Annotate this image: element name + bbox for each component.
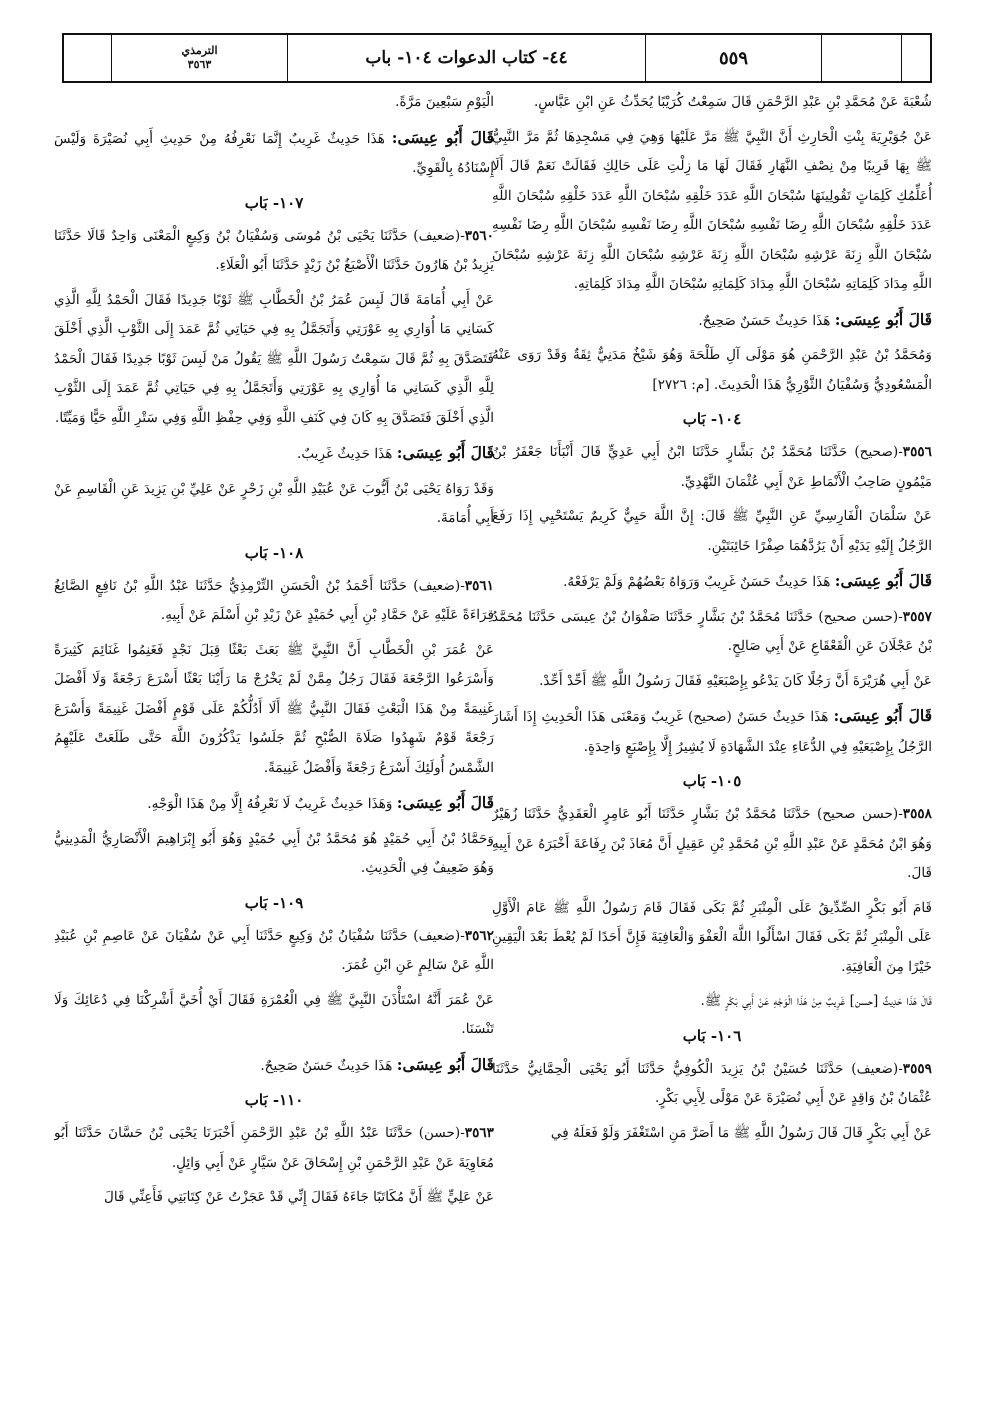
chapter-heading: ١٠٨- بَاب [244, 543, 304, 562]
hadith-isnad: ٣٥٦٣-(حسن) حَدَّثَنَا عَبْدُ اللَّهِ بْنُ عَبْدِ الرَّحْمَنِ أَخْبَرَنَا يَحْيَى بْنُ حَسَّانَ حَدَّثَنَا أَبُو مُعَاوِيَةَ عَنْ عَبْدِ الرَّحْمَنِ بْنِ إِسْحَاقَ عَنْ سَيَّارٍ عَنْ أَبِي وَائِلٍ. [54, 1125, 494, 1171]
hadith-grade: (صحيح) [854, 444, 899, 460]
hadith-number: ٣٥٥٨ [902, 806, 932, 822]
commentary-paragraph [54, 1050, 494, 1082]
text-paragraph: عَنْ عُمَرَ بْنِ الْخَطَّابِ أَنَّ النَّبِيَّ ﷺ بَعَثَ بَعْثًا قِبَلَ نَجْدٍ فَغَنِمُوا غَنَائِمَ كَثِيرَةً وَأَسْرَعُوا الرَّجْعَةَ فَقَالَ رَجُلٌ مِمَّنْ لَمْ يَخْرُجْ مَا رَأَيْنَا بَعْثًا أَسْرَعَ رَجْعَةً وَلَا أَفْضَلَ غَنِيمَةً مِنْ هَذَا الْبَعْثِ فَقَالَ النَّبِيُّ ﷺ أَلَا أَدُلُّكُمْ عَلَى قَوْمٍ أَفْضَلَ غَنِيمَةً وَأَسْرَعَ رَجْعَةً قَوْمٌ شَهِدُوا صَلَاةَ الصُّبْحِ ثُمَّ جَلَسُوا يَذْكُرُونَ اللَّهَ حَتَّى طَلَعَتْ عَلَيْهِمُ الشَّمْسُ أُولَئِكَ أَسْرَعُ رَجْعَةً وَأَفْضَلُ غَنِيمَةً. [54, 641, 494, 776]
commentary-paragraph [492, 305, 932, 337]
hadith-chain-text: حَدَّثَنَا عَبْدُ اللَّهِ بْنُ عَبْدِ الرَّحْمَنِ أَخْبَرَنَا يَحْيَى بْنُ حَسَّانَ حَدَّثَنَا أَبُو مُعَاوِيَةَ عَنْ عَبْدِ الرَّحْمَنِ بْنِ إِسْحَاقَ عَنْ سَيَّارٍ عَنْ أَبِي وَائِلٍ. [54, 1125, 494, 1171]
page-header [62, 33, 932, 83]
hadith-grade: (ضعيف) [851, 1060, 899, 1077]
chapter-heading: ١٠٧- بَاب [244, 193, 304, 212]
hadith-chain-text: حَدَّثَنَا أَحْمَدُ بْنُ الْحَسَنِ التِّرْمِذِيُّ حَدَّثَنَا عَبْدُ اللَّهِ بْنُ نَافِعٍ الصَّائِغُ قِرَاءَةً عَلَيْهِ عَنْ حَمَّادِ بْنِ أَبِي حُمَيْدٍ عَنْ زَيْدِ بْنِ أَسْلَمَ عَنْ أَبِيهِ. [54, 577, 494, 623]
commentary-paragraph [54, 438, 494, 470]
text-paragraph: وَمُحَمَّدُ بْنُ عَبْدِ الرَّحْمَنِ هُوَ مَوْلَى آلِ طَلْحَةَ وَهُوَ شَيْخٌ مَدَنِيٌّ ثِقَةٌ وَقَدْ رَوَى عَنْهُ الْمَسْعُودِيُّ وَسُفْيَانُ الثَّوْرِيُّ هَذَا الْحَدِيثَ. [م: ٢٧٢٦] [492, 347, 932, 393]
hadith-chain-text: حَدَّثَنَا مُحَمَّدُ بْنُ بَشَّارٍ حَدَّثَنَا صَفْوَانُ بْنُ عِيسَى حَدَّثَنَا مُحَمَّدُ بْنُ عَجْلَانَ عَنِ الْقَعْقَاعِ عَنْ أَبِي صَالِحٍ. [492, 608, 932, 654]
text-paragraph: عَنْ أَبِي هُرَيْرَةَ أَنَّ رَجُلًا كَانَ يَدْعُو بِإِصْبَعَيْهِ فَقَالَ رَسُولُ اللَّهِ ﷺ أَحِّدْ أَحِّدْ. [539, 672, 932, 689]
text-paragraph: قَامَ أَبُو بَكْرٍ الصِّدِّيقُ عَلَى الْمِنْبَرِ ثُمَّ بَكَى فَقَالَ قَامَ رَسُولُ اللَّهِ ﷺ عَامَ الْأَوَّلِ عَلَى الْمِنْبَرِ ثُمَّ بَكَى فَقَالَ اسْأَلُوا اللَّهَ الْعَفْوَ وَالْعَافِيَةَ فَإِنَّ أَحَدًا لَمْ يُعْطَ بَعْدَ الْيَقِينِ خَيْرًا مِنَ الْعَافِيَةِ. [492, 899, 932, 975]
hadith-number: ٣٥٦٠ [464, 227, 494, 244]
chapter-heading: ١١٠- بَاب [244, 1091, 304, 1109]
commentary-text: هَذَا حَدِيثٌ غَرِيبٌ. [297, 446, 397, 462]
text-paragraph: عَنْ جُوَيْرِيَةَ بِنْتِ الْحَارِثِ أَنَّ النَّبِيَّ ﷺ مَرَّ عَلَيْهَا وَهِيَ فِي مَسْجِدِهَا ثُمَّ مَرَّ النَّبِيُّ ﷺ بِهَا قَرِيبًا مِنْ نِصْفِ النَّهَارِ فَقَالَ لَهَا مَا زِلْتِ عَلَى حَالِكِ فَقَالَتْ نَعَمْ قَالَ أَلَا أُعَلِّمُكِ كَلِمَاتٍ تَقُولِينَهَا سُبْحَانَ اللَّهِ عَدَدَ خَلْقِهِ سُبْحَانَ اللَّهِ عَدَدَ خَلْقِهِ سُبْحَانَ اللَّهِ عَدَدَ خَلْقِهِ سُبْحَانَ اللَّهِ رِضَا نَفْسِهِ سُبْحَانَ اللَّهِ رِضَا نَفْسِهِ سُبْحَانَ اللَّهِ رِضَا نَفْسِهِ سُبْحَانَ اللَّهِ زِنَةَ عَرْشِهِ سُبْحَانَ اللَّهِ زِنَةَ عَرْشِهِ سُبْحَانَ اللَّهِ زِنَةَ عَرْشِهِ سُبْحَانَ اللَّهِ مِدَادَ كَلِمَاتِهِ سُبْحَانَ اللَّهِ مِدَادَ كَلِمَاتِهِ سُبْحَانَ اللَّهِ مِدَادَ كَلِمَاتِهِ. [492, 128, 932, 292]
hadith-chain-text: حَدَّثَنَا مُحَمَّدُ بْنُ بَشَّارٍ حَدَّثَنَا أَبُو عَامِرٍ الْعَقَدِيُّ حَدَّثَنَا زُهَيْرٌ وَهُوَ ابْنُ مُحَمَّدٍ عَنْ عَبْدِ اللَّهِ بْنِ مُحَمَّدِ بْنِ عَقِيلٍ أَنَّ مُعَاذَ بْنَ رِفَاعَةَ أَخْبَرَهُ عَنْ أَبِيهِ قَالَ. [492, 806, 932, 881]
commentary-paragraph [54, 788, 494, 820]
header-empty-inner [822, 35, 902, 81]
hadith-grade: (حسن صحيح) [817, 806, 899, 822]
commentary-paragraph [492, 701, 932, 762]
hadith-isnad: ٣٥٥٩-(ضعيف) حَدَّثَنَا حُسَيْنُ بْنُ يَزِيدَ الْكُوفِيُّ حَدَّثَنَا أَبُو يَحْيَى الْحِمَّانِيُّ حَدَّثَنَا عُثْمَانُ بْنُ وَاقِدٍ عَنْ أَبِي نُصَيْرَةَ عَنْ مَوْلًى لِأَبِي بَكْرٍ. [492, 1060, 932, 1106]
cross-reference [112, 35, 288, 81]
hadith-chain-text: حَدَّثَنَا حُسَيْنُ بْنُ يَزِيدَ الْكُوفِيُّ حَدَّثَنَا أَبُو يَحْيَى الْحِمَّانِيُّ حَدَّثَنَا عُثْمَانُ بْنُ وَاقِدٍ عَنْ أَبِي نُصَيْرَةَ عَنْ مَوْلًى لِأَبِي بَكْرٍ. [492, 1060, 932, 1106]
commentary-text: وَهَذَا حَدِيثٌ غَرِيبٌ لَا نَعْرِفُهُ إِلَّا مِنْ هَذَا الْوَجْهِ. [147, 796, 397, 812]
cross-reference-number: ٣٥٦٣ [187, 58, 212, 71]
commentary-text: هَذَا حَدِيثٌ حَسَنٌ (صحيح) غَرِيبٌ وَمَعْنَى هَذَا الْحَدِيثِ إِذَا أَشَارَ الرَّجُلُ بِإِصْبَعَيْهِ فِي الدُّعَاءِ عِنْدَ الشَّهَادَةِ لَا يُشِيرُ إِلَّا بِإِصْبَعٍ وَاحِدَةٍ. [492, 709, 932, 755]
cross-reference-book: الترمذي [181, 44, 218, 57]
commentary-label: قَالَ أَبُو عِيسَى: [833, 706, 932, 725]
chapter-heading: ١٠٤- بَاب [682, 410, 742, 428]
commentary-label: قَالَ أَبُو عِيسَى: [391, 127, 494, 147]
running-title: ٤٤- كتاب الدعوات ١٠٤- باب [288, 35, 646, 81]
text-paragraph: وَقَدْ رَوَاهُ يَحْيَى بْنُ أَيُّوبَ عَنْ عُبَيْدِ اللَّهِ بْنِ زَحْرٍ عَنْ عَلِيِّ بْنِ يَزِيدَ عَنِ الْقَاسِمِ عَنْ أَبِي أُمَامَةَ. [54, 480, 494, 526]
page-number: ٥٥٩ [646, 35, 822, 81]
text-paragraph: الْيَوْمِ سَبْعِينَ مَرَّةً. [395, 94, 494, 110]
hadith-isnad: ٣٥٥٨-(حسن صحيح) حَدَّثَنَا مُحَمَّدُ بْنُ بَشَّارٍ حَدَّثَنَا أَبُو عَامِرٍ الْعَقَدِيُّ حَدَّثَنَا زُهَيْرٌ وَهُوَ ابْنُ مُحَمَّدٍ عَنْ عَبْدِ اللَّهِ بْنِ مُحَمَّدِ بْنِ عَقِيلٍ أَنَّ مُعَاذَ بْنَ رِفَاعَةَ أَخْبَرَهُ عَنْ أَبِيهِ قَالَ. [492, 806, 932, 881]
text-paragraph: عَنْ سَلْمَانَ الْفَارِسِيِّ عَنِ النَّبِيِّ ﷺ قَالَ: إِنَّ اللَّهَ حَيِيٌّ كَرِيمٌ يَسْتَحْيِي إِذَا رَفَعَ الرَّجُلُ إِلَيْهِ يَدَيْهِ أَنْ يَرُدَّهُمَا صِفْرًا خَائِبَتَيْنِ. [492, 508, 932, 554]
header-empty-left [64, 35, 112, 81]
hadith-isnad: ٣٥٥٧-(حسن صحيح) حَدَّثَنَا مُحَمَّدُ بْنُ بَشَّارٍ حَدَّثَنَا صَفْوَانُ بْنُ عِيسَى حَدَّثَنَا مُحَمَّدُ بْنُ عَجْلَانَ عَنِ الْقَعْقَاعِ عَنْ أَبِي صَالِحٍ. [492, 608, 932, 654]
text-paragraph: وَحَمَّادُ بْنُ أَبِي حُمَيْدٍ هُوَ مُحَمَّدُ بْنُ أَبِي حُمَيْدٍ وَهُوَ أَبُو إِبْرَاهِيمَ الْأَنْصَارِيُّ الْمَدِينِيُّ وَهُوَ ضَعِيفٌ فِي الْحَدِيثِ. [54, 830, 494, 876]
hadith-number: ٣٥٥٩ [902, 1060, 932, 1077]
hadith-chain-text: حَدَّثَنَا يَحْيَى بْنُ مُوسَى وَسُفْيَانُ بْنُ وَكِيعٍ الْمَعْنَى وَاحِدٌ قَالَا حَدَّثَنَا يَزِيدُ بْنُ هَارُونَ حَدَّثَنَا الْأَصْبَغُ بْنُ زَيْدٍ حَدَّثَنَا أَبُو الْعَلَاءِ. [54, 227, 494, 273]
hadith-number: ٣٥٦١ [464, 577, 494, 594]
hadith-isnad: ٣٥٦٠-(ضعيف) حَدَّثَنَا يَحْيَى بْنُ مُوسَى وَسُفْيَانُ بْنُ وَكِيعٍ الْمَعْنَى وَاحِدٌ قَالَا حَدَّثَنَا يَزِيدُ بْنُ هَارُونَ حَدَّثَنَا الْأَصْبَغُ بْنُ زَيْدٍ حَدَّثَنَا أَبُو الْعَلَاءِ. [54, 227, 494, 273]
commentary-label: قَالَ أَبُو عِيسَى: [834, 309, 932, 329]
commentary-label: قَالَ أَبُو عِيسَى: [834, 571, 932, 590]
hadith-grade: (ضعيف) [413, 927, 461, 944]
hadith-grade: (ضعيف) [413, 577, 461, 594]
header-empty-right [902, 35, 930, 81]
commentary-text: هَذَا حَدِيثٌ حَسَنٌ غَرِيبٌ وَرَوَاهُ بَعْضُهُمْ وَلَمْ يَرْفَعْهُ. [563, 574, 835, 590]
hadith-isnad: ٣٥٦١-(ضعيف) حَدَّثَنَا أَحْمَدُ بْنُ الْحَسَنِ التِّرْمِذِيُّ حَدَّثَنَا عَبْدُ اللَّهِ بْنُ نَافِعٍ الصَّائِغُ قِرَاءَةً عَلَيْهِ عَنْ حَمَّادِ بْنِ أَبِي حُمَيْدٍ عَنْ زَيْدِ بْنِ أَسْلَمَ عَنْ أَبِيهِ. [54, 577, 494, 623]
hadith-isnad: ٣٥٦٢-(ضعيف) حَدَّثَنَا سُفْيَانُ بْنُ وَكِيعٍ حَدَّثَنَا أَبِي عَنْ سُفْيَانَ عَنْ عَاصِمِ بْنِ عُبَيْدِ اللَّهِ عَنْ سَالِمٍ عَنِ ابْنِ عُمَرَ. [54, 927, 494, 973]
text-paragraph: قَالَ هَذَا حَدِيثٌ [حسن] غَرِيبٌ مِنْ هَذَا الْوَجْهِ عَنْ أَبِي بَكْرٍ ﷺ. [700, 993, 932, 1009]
text-paragraph: شُعْبَةَ عَنْ مُحَمَّدِ بْنِ عَبْدِ الرَّحْمَنِ قَالَ سَمِعْتُ كُرَيْبًا يُحَدِّثُ عَنِ ابْنِ عَبَّاسٍ. [533, 94, 932, 110]
text-paragraph: عَنْ عَلِيٍّ ﷺ أَنَّ مُكَاتَبًا جَاءَهُ فَقَالَ إِنِّي قَدْ عَجَزْتُ عَنْ كِتَابَتِي فَأَعِنِّي قَالَ [104, 1189, 494, 1205]
hadith-number: ٣٥٥٧ [902, 608, 932, 625]
left-column [54, 88, 494, 1388]
commentary-text: هَذَا حَدِيثٌ غَرِيبٌ إِنَّمَا نَعْرِفُهُ مِنْ حَدِيثِ أَبِي نُصَيْرَةَ وَلَيْسَ إِسْنَادُهُ بِالْقَوِيِّ. [54, 130, 494, 176]
commentary-text: هَذَا حَدِيثٌ حَسَنٌ صَحِيحٌ. [698, 312, 835, 329]
hadith-grade: (حسن صحيح) [818, 608, 899, 625]
hadith-grade: (حسن) [418, 1125, 461, 1141]
right-column [492, 88, 932, 1388]
hadith-number: ٣٥٥٦ [902, 444, 932, 460]
hadith-chain-text: حَدَّثَنَا سُفْيَانُ بْنُ وَكِيعٍ حَدَّثَنَا أَبِي عَنْ سُفْيَانَ عَنْ عَاصِمِ بْنِ عُبَيْدِ اللَّهِ عَنْ سَالِمٍ عَنِ ابْنِ عُمَرَ. [54, 927, 494, 973]
commentary-label: قَالَ أَبُو عِيسَى: [396, 1054, 494, 1074]
chapter-heading: ١٠٦- بَاب [682, 1026, 742, 1045]
hadith-number: ٣٥٦٢ [464, 927, 494, 944]
chapter-heading: ١٠٩- بَاب [244, 893, 304, 912]
commentary-label: قَالَ أَبُو عِيسَى: [396, 793, 494, 812]
hadith-isnad: ٣٥٥٦-(صحيح) حَدَّثَنَا مُحَمَّدُ بْنُ بَشَّارٍ حَدَّثَنَا ابْنُ أَبِي عَدِيٍّ قَالَ أَنْبَأَنَا جَعْفَرُ بْنُ مَيْمُونٍ صَاحِبُ الْأَنْمَاطِ عَنْ أَبِي عُثْمَانَ النَّهْدِيِّ. [492, 444, 932, 490]
text-paragraph: عَنْ عُمَرَ أَنَّهُ اسْتَأْذَنَ النَّبِيَّ ﷺ فِي الْعُمْرَةِ فَقَالَ أَيْ أُخَيَّ أَشْرِكْنَا فِي دُعَائِكَ وَلَا تَنْسَنَا. [54, 991, 494, 1037]
chapter-heading: ١٠٥- بَاب [682, 772, 742, 790]
hadith-number: ٣٥٦٣ [464, 1125, 494, 1141]
commentary-text: هَذَا حَدِيثٌ حَسَنٌ صَحِيحٌ. [260, 1057, 397, 1074]
hadith-chain-text: حَدَّثَنَا مُحَمَّدُ بْنُ بَشَّارٍ حَدَّثَنَا ابْنُ أَبِي عَدِيٍّ قَالَ أَنْبَأَنَا جَعْفَرُ بْنُ مَيْمُونٍ صَاحِبُ الْأَنْمَاطِ عَنْ أَبِي عُثْمَانَ النَّهْدِيِّ. [492, 444, 932, 490]
text-paragraph: عَنْ أَبِي بَكْرٍ قَالَ قَالَ رَسُولُ اللَّهِ ﷺ مَا أَصَرَّ مَنِ اسْتَغْفَرَ وَلَوْ فَعَلَهُ فِي [550, 1124, 932, 1141]
commentary-label: قَالَ أَبُو عِيسَى: [396, 443, 494, 462]
text-paragraph: عَنْ أَبِي أُمَامَةَ قَالَ لَبِسَ عُمَرُ بْنُ الْخَطَّابِ ﷺ ثَوْبًا جَدِيدًا فَقَالَ الْحَمْدُ لِلَّهِ الَّذِي كَسَانِي مَا أُوَارِي بِهِ عَوْرَتِي وَأَتَجَمَّلُ بِهِ فِي حَيَاتِي ثُمَّ عَمَدَ إِلَى الثَّوْبِ الَّذِي أَخْلَقَ فَتَصَدَّقَ بِهِ ثُمَّ قَالَ سَمِعْتُ رَسُولَ اللَّهِ ﷺ يَقُولُ مَنْ لَبِسَ ثَوْبًا جَدِيدًا فَقَالَ الْحَمْدُ لِلَّهِ الَّذِي كَسَانِي مَا أُوَارِي بِهِ عَوْرَتِي وَأَتَجَمَّلُ بِهِ فِي حَيَاتِي ثُمَّ عَمَدَ إِلَى الثَّوْبِ الَّذِي أَخْلَقَ فَتَصَدَّقَ بِهِ كَانَ فِي كَنَفِ اللَّهِ وَفِي حِفْظِ اللَّهِ وَفِي سَتْرِ اللَّهِ حَيًّا وَمَيِّتًا. [54, 291, 494, 426]
hadith-grade: (ضعيف) [413, 227, 461, 244]
commentary-paragraph [54, 123, 494, 184]
commentary-paragraph [492, 566, 932, 598]
